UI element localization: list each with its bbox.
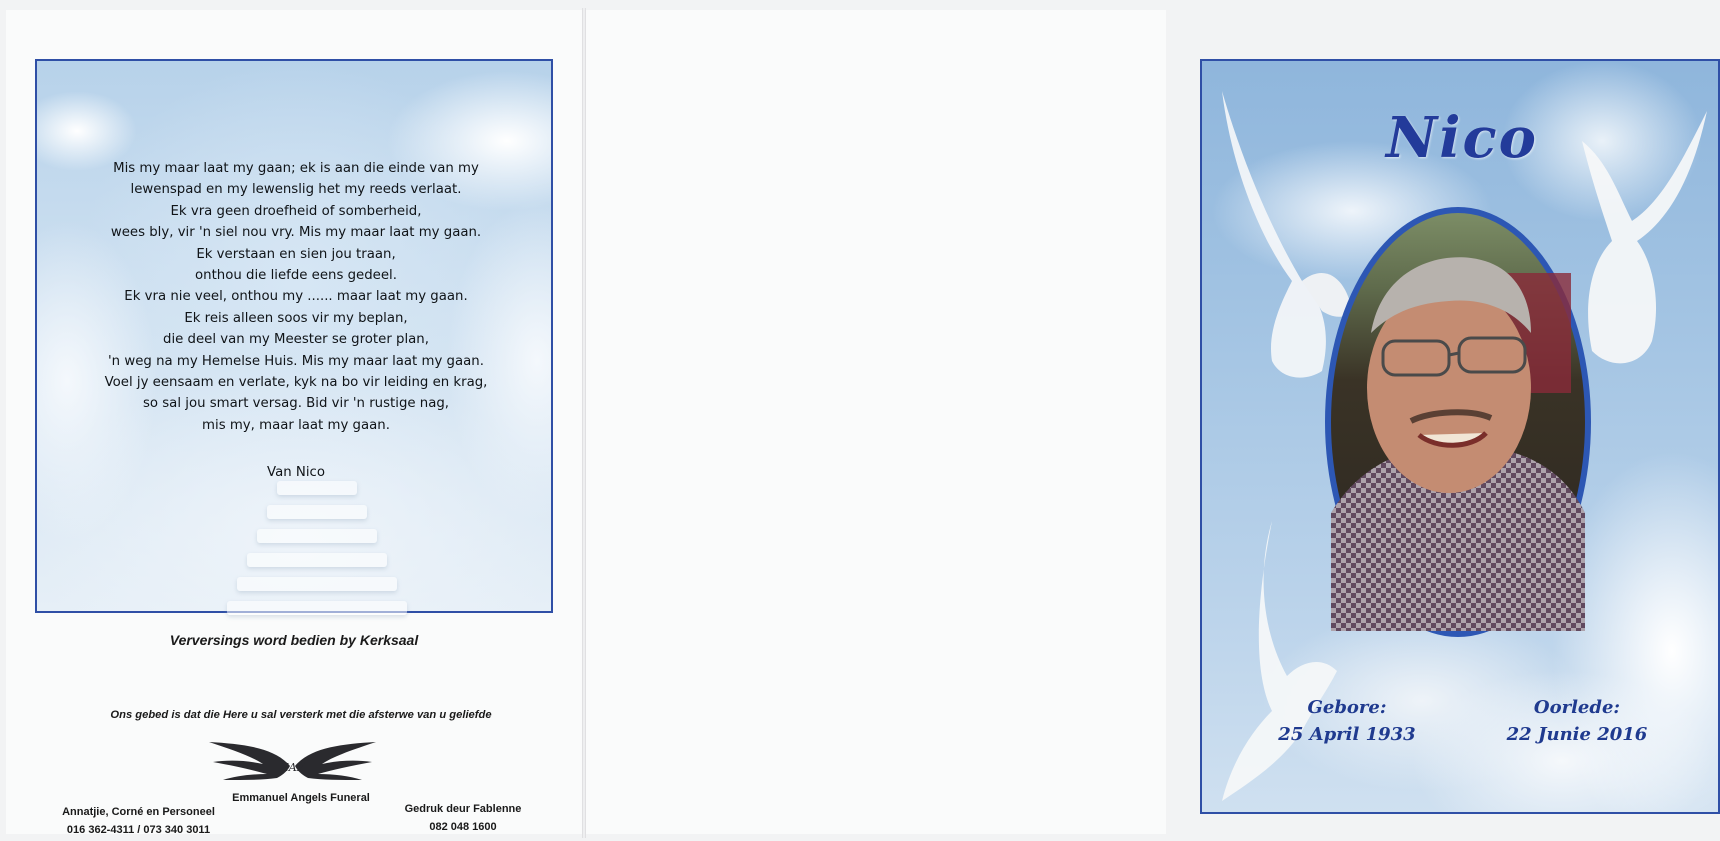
poem-line: onthou die liefde eens gedeel. bbox=[195, 268, 397, 284]
stairway-image bbox=[227, 481, 407, 631]
poem-line: Ek vra nie veel, onthou my ...... maar laat my gaan. bbox=[124, 289, 468, 305]
died-label: Oorlede: bbox=[1533, 697, 1621, 718]
born-label: Gebore: bbox=[1307, 697, 1387, 718]
born-block bbox=[1262, 697, 1432, 745]
prayer-text: Ons gebed is dat die Here u sal versterk met die afsterwe van u geliefde bbox=[110, 709, 492, 721]
poem-line: lewenspad en my lewenslig het my reeds verlaat. bbox=[130, 182, 462, 198]
poem-line: Mis my maar laat my gaan; ek is aan die einde van my bbox=[113, 161, 479, 176]
poem bbox=[37, 158, 555, 436]
poem-panel bbox=[35, 59, 553, 613]
printer-block bbox=[398, 800, 528, 836]
deceased-name: Nico bbox=[1386, 105, 1538, 171]
died-block bbox=[1492, 697, 1662, 745]
portrait-image bbox=[1331, 213, 1585, 631]
angel-wings-logo bbox=[205, 738, 380, 800]
contact-names: Annatjie, Corné en Personeel bbox=[62, 806, 215, 818]
right-page bbox=[586, 10, 1648, 834]
funeral-home-name: Emmanuel Angels Funeral bbox=[232, 792, 370, 804]
poem-line: wees bly, vir 'n siel nou vry. Mis my maar laat my gaan. bbox=[110, 225, 482, 241]
poem-line: Voel jy eensaam en verlate, kyk na bo vir leiding en krag, bbox=[104, 375, 488, 391]
poem-line: Ek vra geen droefheid of somberheid, bbox=[170, 203, 422, 219]
contact-block bbox=[46, 803, 231, 839]
contact-phones: 016 362-4311 / 073 340 3011 bbox=[66, 824, 211, 836]
poem-line: Ek reis alleen soos vir my beplan, bbox=[184, 310, 408, 326]
portrait-photo bbox=[1325, 207, 1591, 637]
died-date: 22 Junie 2016 bbox=[1506, 724, 1648, 745]
poem-line: so sal jou smart versag. Bid vir 'n rustige nag, bbox=[142, 396, 450, 412]
poem-line: Ek verstaan en sien jou traan, bbox=[196, 246, 396, 262]
poem-signature: Van Nico bbox=[267, 465, 325, 480]
poem-line: die deel van my Meester se groter plan, bbox=[163, 332, 429, 348]
poem-line: 'n weg na my Hemelse Huis. Mis my maar laat my gaan. bbox=[108, 353, 484, 369]
refreshments-notice: Verversings word bedien by Kerksaal bbox=[169, 632, 419, 648]
poem-line: mis my, maar laat my gaan. bbox=[202, 417, 390, 433]
cover-panel bbox=[1200, 59, 1720, 814]
printer-label: Gedruk deur Fablenne bbox=[404, 803, 522, 815]
printer-phone: 082 048 1600 bbox=[429, 821, 497, 833]
born-date: 25 April 1933 bbox=[1278, 724, 1416, 745]
left-page bbox=[6, 10, 582, 834]
logo-initials: EAF bbox=[280, 761, 305, 774]
